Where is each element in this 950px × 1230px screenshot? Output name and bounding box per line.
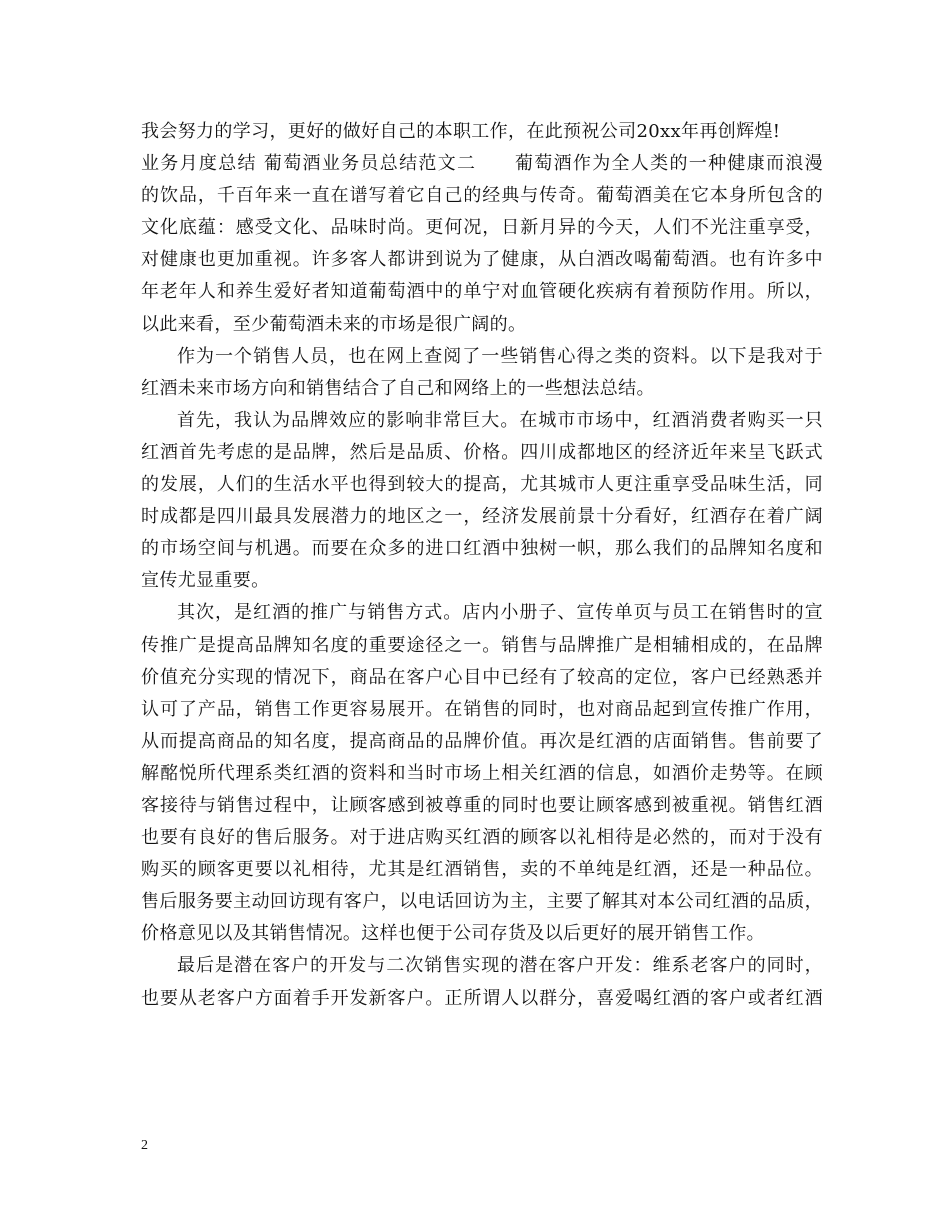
text-line: 购买的顾客更要以礼相待，尤其是红酒销售，卖的不单纯是红酒，还是一种品位。 bbox=[141, 859, 823, 881]
text-line: 以此来看，至少葡萄酒未来的市场是很广阔的。 bbox=[141, 313, 527, 335]
text-line: 传推广是提高品牌知名度的重要途径之一。销售与品牌推广是相辅相成的，在品牌 bbox=[141, 634, 823, 656]
text-line: 年老年人和养生爱好者知道葡萄酒中的单宁对血管硬化疾病有着预防作用。所以， bbox=[141, 281, 823, 303]
text-line: 价格意见以及其销售情况。这样也便于公司存货及以后更好的展开销售工作。 bbox=[141, 923, 765, 945]
text-line: 对健康也更加重视。许多客人都讲到说为了健康，从白酒改喝葡萄酒。也有许多中 bbox=[141, 249, 823, 271]
text-line: 最后是潜在客户的开发与二次销售实现的潜在客户开发：维系老客户的同时， bbox=[177, 955, 823, 977]
text-line: 也要从老客户方面着手开发新客户。正所谓人以群分，喜爱喝红酒的客户或者红酒 bbox=[141, 987, 823, 1009]
text-line: 文化底蕴：感受文化、品味时尚。更何况，日新月异的今天，人们不光注重享受， bbox=[141, 217, 823, 239]
text-line: 其次，是红酒的推广与销售方式。店内小册子、宣传单页与员工在销售时的宣 bbox=[177, 602, 823, 624]
text-line: 红酒未来市场方向和销售结合了自己和网络上的一些想法总结。 bbox=[141, 377, 655, 399]
document-body bbox=[141, 116, 823, 1015]
text-line: 红酒首先考虑的是品牌，然后是品质、价格。四川成都地区的经济近年来呈飞跃式 bbox=[141, 441, 823, 463]
text-line: 认可了产品，销售工作更容易展开。在销售的同时，也对商品起到宣传推广作用， bbox=[141, 698, 823, 720]
text-line: 业务月度总结 葡萄酒业务员总结范文二 葡萄酒作为全人类的一种健康而浪漫 bbox=[141, 153, 823, 175]
text-line: 客接待与销售过程中，让顾客感到被尊重的同时也要让顾客感到被重视。销售红酒 bbox=[141, 794, 823, 816]
text-line: 从而提高商品的知名度，提高商品的品牌价值。再次是红酒的店面销售。售前要了 bbox=[141, 730, 823, 752]
text-line: 的饮品，千百年来一直在谱写着它自己的经典与传奇。葡萄酒美在它本身所包含的 bbox=[141, 185, 823, 207]
text-line: 价值充分实现的情况下，商品在客户心目中已经有了较高的定位，客户已经熟悉并 bbox=[141, 666, 823, 688]
text-line: 的市场空间与机遇。而要在众多的进口红酒中独树一帜，那么我们的品牌知名度和 bbox=[141, 538, 823, 560]
text-line: 售后服务要主动回访现有客户，以电话回访为主，主要了解其对本公司红酒的品质， bbox=[141, 891, 823, 913]
text-line: 我会努力的学习，更好的做好自己的本职工作，在此预祝公司20xx年再创辉煌! bbox=[141, 121, 781, 142]
text-line: 的发展，人们的生活水平也得到较大的提高，尤其城市人更注重享受品味生活，同 bbox=[141, 474, 823, 496]
text-line: 宣传尤显重要。 bbox=[141, 570, 270, 592]
text-line: 作为一个销售人员，也在网上查阅了一些销售心得之类的资料。以下是我对于 bbox=[177, 345, 823, 367]
text-line: 也要有良好的售后服务。对于进店购买红酒的顾客以礼相待是必然的，而对于没有 bbox=[141, 827, 823, 849]
page-number: 2 bbox=[141, 1138, 148, 1153]
text-line: 解酩悦所代理系类红酒的资料和当时市场上相关红酒的信息，如酒价走势等。在顾 bbox=[141, 762, 823, 784]
text-line: 时成都是四川最具发展潜力的地区之一，经济发展前景十分看好，红酒存在着广阔 bbox=[141, 506, 823, 528]
text-line: 首先，我认为品牌效应的影响非常巨大。在城市市场中，红酒消费者购买一只 bbox=[177, 409, 823, 431]
